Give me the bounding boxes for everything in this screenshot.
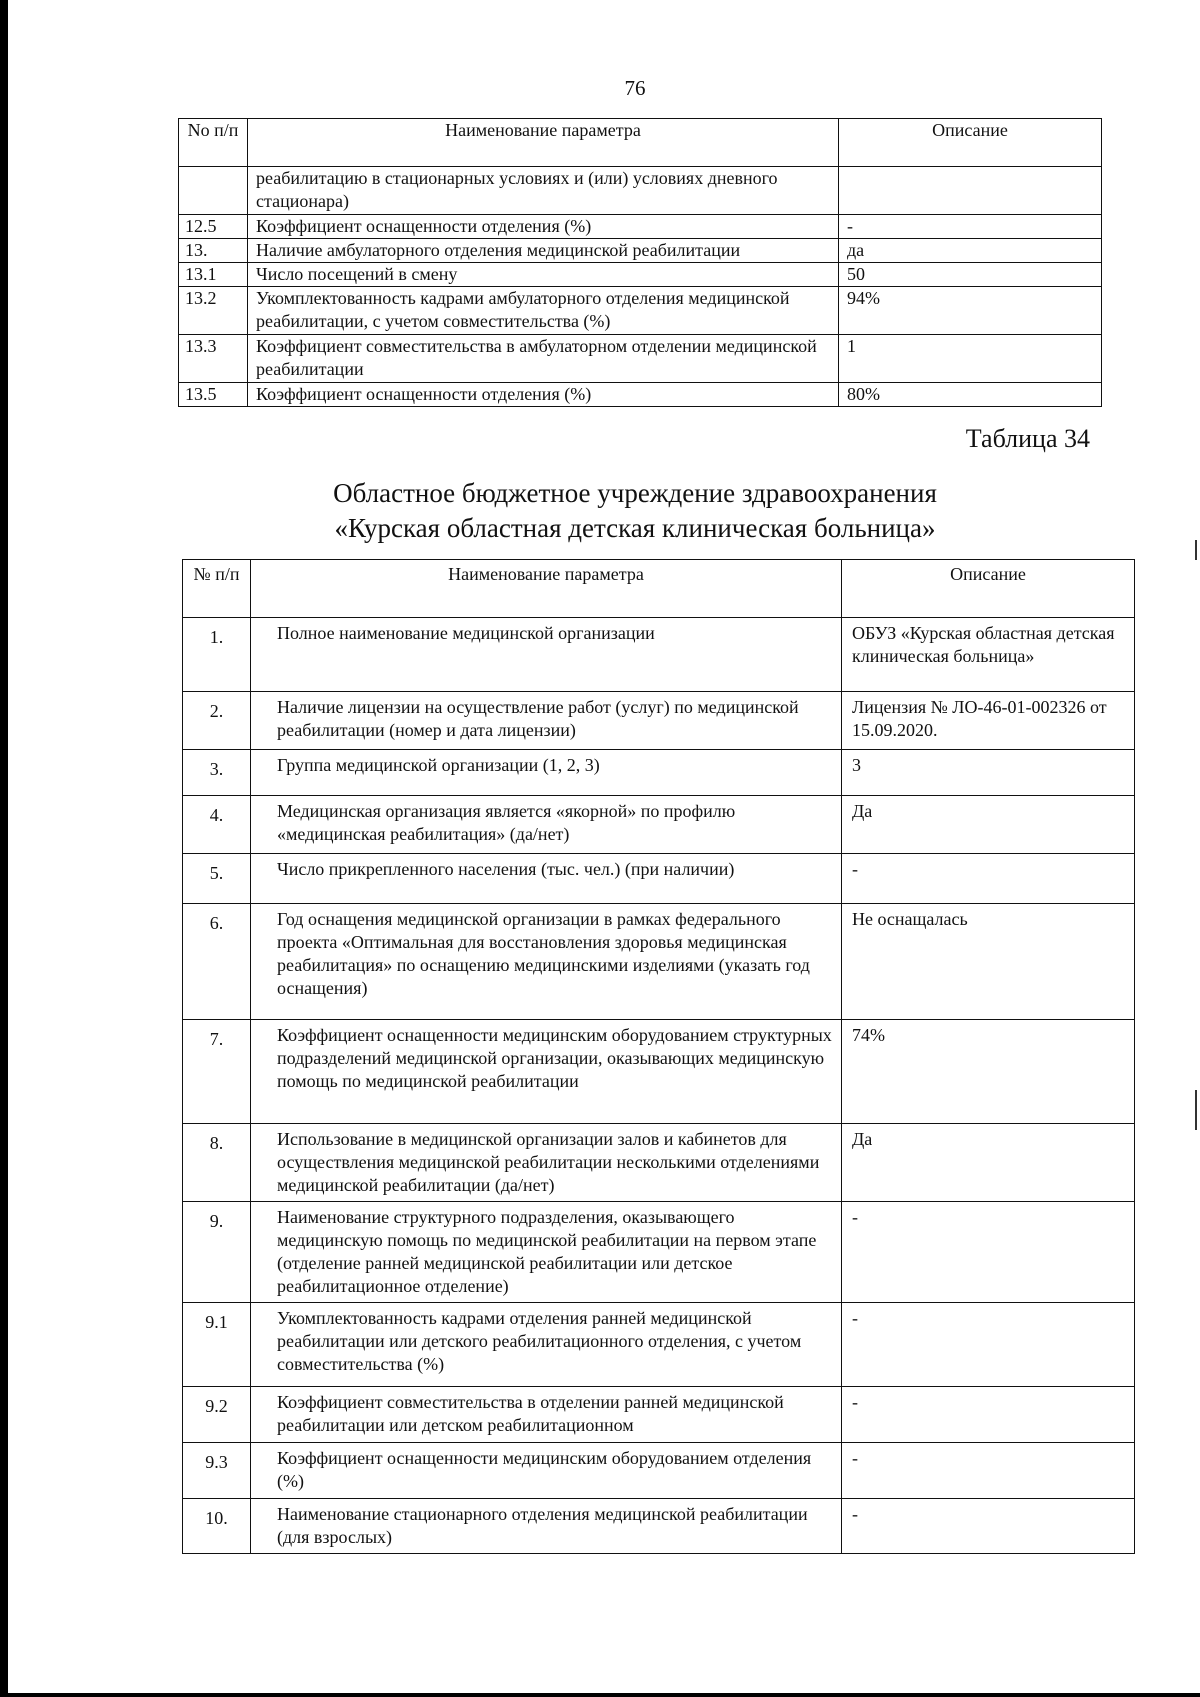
table-row bbox=[183, 904, 1135, 1020]
row-desc: - bbox=[842, 1443, 1135, 1499]
row-name: Коэффициент совместительства в амбулаторном отделении медицинской реабилитации bbox=[248, 335, 839, 383]
row-desc: 3 bbox=[842, 750, 1135, 796]
row-desc: 74% bbox=[842, 1020, 1135, 1124]
table-row bbox=[183, 1499, 1135, 1554]
row-num: 10. bbox=[183, 1499, 251, 1554]
row-desc: Да bbox=[842, 796, 1135, 854]
row-name: Использование в медицинской организации залов и кабинетов для осуществления медицинской реабилитации несколькими отделениями медицинской реабилитации (да/нет) bbox=[251, 1124, 842, 1202]
row-name: Коэффициент оснащенности отделения (%) bbox=[248, 215, 839, 239]
row-name: Коэффициент совместительства в отделении ранней медицинской реабилитации или детском реабилитационном bbox=[251, 1387, 842, 1443]
table-row bbox=[179, 335, 1102, 383]
row-name: Укомплектованность кадрами амбулаторного отделения медицинской реабилитации, с учетом совместительства (%) bbox=[248, 287, 839, 335]
table-row bbox=[183, 692, 1135, 750]
row-desc: да bbox=[839, 239, 1102, 263]
table-row bbox=[183, 1020, 1135, 1124]
table-row bbox=[179, 167, 1102, 215]
table-row bbox=[183, 1303, 1135, 1387]
row-name: реабилитацию в стационарных условиях и (или) условиях дневного стационара) bbox=[248, 167, 839, 215]
row-desc: ОБУЗ «Курская областная детская клиническая больница» bbox=[842, 618, 1135, 692]
row-num bbox=[179, 167, 248, 215]
row-num: 4. bbox=[183, 796, 251, 854]
row-name: Коэффициент оснащенности медицинским оборудованием отделения (%) bbox=[251, 1443, 842, 1499]
organization-title bbox=[200, 476, 1070, 546]
organization-parameters-table bbox=[182, 559, 1135, 1554]
table-header-row bbox=[179, 119, 1102, 167]
row-name: Наличие лицензии на осуществление работ (услуг) по медицинской реабилитации (номер и дата лицензии) bbox=[251, 692, 842, 750]
table-row bbox=[183, 1202, 1135, 1303]
table-row bbox=[179, 383, 1102, 407]
row-desc: 80% bbox=[839, 383, 1102, 407]
table-row bbox=[183, 618, 1135, 692]
table-row bbox=[183, 854, 1135, 904]
scan-mark bbox=[1195, 540, 1197, 560]
table-row bbox=[183, 1443, 1135, 1499]
row-desc bbox=[839, 167, 1102, 215]
row-num: 9. bbox=[183, 1202, 251, 1303]
header-name: Наименование параметра bbox=[248, 119, 839, 167]
organization-title-line-1: Областное бюджетное учреждение здравоохранения bbox=[333, 478, 937, 508]
table-row bbox=[179, 263, 1102, 287]
row-num: 1. bbox=[183, 618, 251, 692]
row-desc: - bbox=[842, 854, 1135, 904]
row-desc: 1 bbox=[839, 335, 1102, 383]
header-desc: Описание bbox=[842, 560, 1135, 618]
row-name: Группа медицинской организации (1, 2, 3) bbox=[251, 750, 842, 796]
row-desc: - bbox=[842, 1499, 1135, 1554]
row-desc: 50 bbox=[839, 263, 1102, 287]
row-name: Число посещений в смену bbox=[248, 263, 839, 287]
row-num: 7. bbox=[183, 1020, 251, 1124]
table-row bbox=[183, 750, 1135, 796]
row-num: 13. bbox=[179, 239, 248, 263]
row-num: 9.3 bbox=[183, 1443, 251, 1499]
row-num: 9.1 bbox=[183, 1303, 251, 1387]
table-row bbox=[179, 215, 1102, 239]
row-num: 5. bbox=[183, 854, 251, 904]
table-caption: Таблица 34 bbox=[965, 424, 1090, 453]
row-num: 12.5 bbox=[179, 215, 248, 239]
header-num: No п/п bbox=[179, 119, 248, 167]
table-row bbox=[179, 287, 1102, 335]
scan-mark bbox=[1195, 1090, 1197, 1130]
table-row bbox=[183, 796, 1135, 854]
table-row bbox=[183, 1124, 1135, 1202]
row-desc: - bbox=[839, 215, 1102, 239]
header-num: № п/п bbox=[183, 560, 251, 618]
row-desc: Да bbox=[842, 1124, 1135, 1202]
page-number: 76 bbox=[624, 76, 646, 100]
row-desc: - bbox=[842, 1303, 1135, 1387]
row-name: Коэффициент оснащенности медицинским оборудованием структурных подразделений медицинской организации, оказывающих медицинскую помощь по медицинской реабилитации bbox=[251, 1020, 842, 1124]
row-num: 2. bbox=[183, 692, 251, 750]
row-desc: 94% bbox=[839, 287, 1102, 335]
row-name: Медицинская организация является «якорной» по профилю «медицинская реабилитация» (да/нет) bbox=[251, 796, 842, 854]
row-num: 13.2 bbox=[179, 287, 248, 335]
row-name: Год оснащения медицинской организации в рамках федерального проекта «Оптимальная для восстановления здоровья медицинская реабилитация» по оснащению медицинскими изделиями (указать год оснащения) bbox=[251, 904, 842, 1020]
row-name: Укомплектованность кадрами отделения ранней медицинской реабилитации или детского реабилитационного отделения, с учетом совместительства (%) bbox=[251, 1303, 842, 1387]
table-header-row bbox=[183, 560, 1135, 618]
row-name: Число прикрепленного населения (тыс. чел.) (при наличии) bbox=[251, 854, 842, 904]
organization-title-line-2: «Курская областная детская клиническая больница» bbox=[334, 513, 936, 543]
parameters-table-continued bbox=[178, 118, 1102, 407]
row-num: 6. bbox=[183, 904, 251, 1020]
row-num: 13.1 bbox=[179, 263, 248, 287]
row-num: 13.5 bbox=[179, 383, 248, 407]
row-name: Коэффициент оснащенности отделения (%) bbox=[248, 383, 839, 407]
row-name: Наименование стационарного отделения медицинской реабилитации (для взрослых) bbox=[251, 1499, 842, 1554]
row-name: Наименование структурного подразделения, оказывающего медицинскую помощь по медицинской реабилитации на первом этапе (отделение ранней медицинской реабилитации или детское реабилитационное отделение) bbox=[251, 1202, 842, 1303]
table-row bbox=[179, 239, 1102, 263]
row-num: 13.3 bbox=[179, 335, 248, 383]
header-desc: Описание bbox=[839, 119, 1102, 167]
header-name: Наименование параметра bbox=[251, 560, 842, 618]
row-desc: - bbox=[842, 1202, 1135, 1303]
row-desc: - bbox=[842, 1387, 1135, 1443]
row-name: Наличие амбулаторного отделения медицинской реабилитации bbox=[248, 239, 839, 263]
scan-edge-bottom bbox=[0, 1693, 1200, 1697]
table-row bbox=[183, 1387, 1135, 1443]
row-num: 3. bbox=[183, 750, 251, 796]
row-desc: Не оснащалась bbox=[842, 904, 1135, 1020]
row-num: 9.2 bbox=[183, 1387, 251, 1443]
row-name: Полное наименование медицинской организации bbox=[251, 618, 842, 692]
row-num: 8. bbox=[183, 1124, 251, 1202]
scan-edge-left bbox=[0, 0, 8, 1697]
row-desc: Лицензия № ЛО-46-01-002326 от 15.09.2020. bbox=[842, 692, 1135, 750]
